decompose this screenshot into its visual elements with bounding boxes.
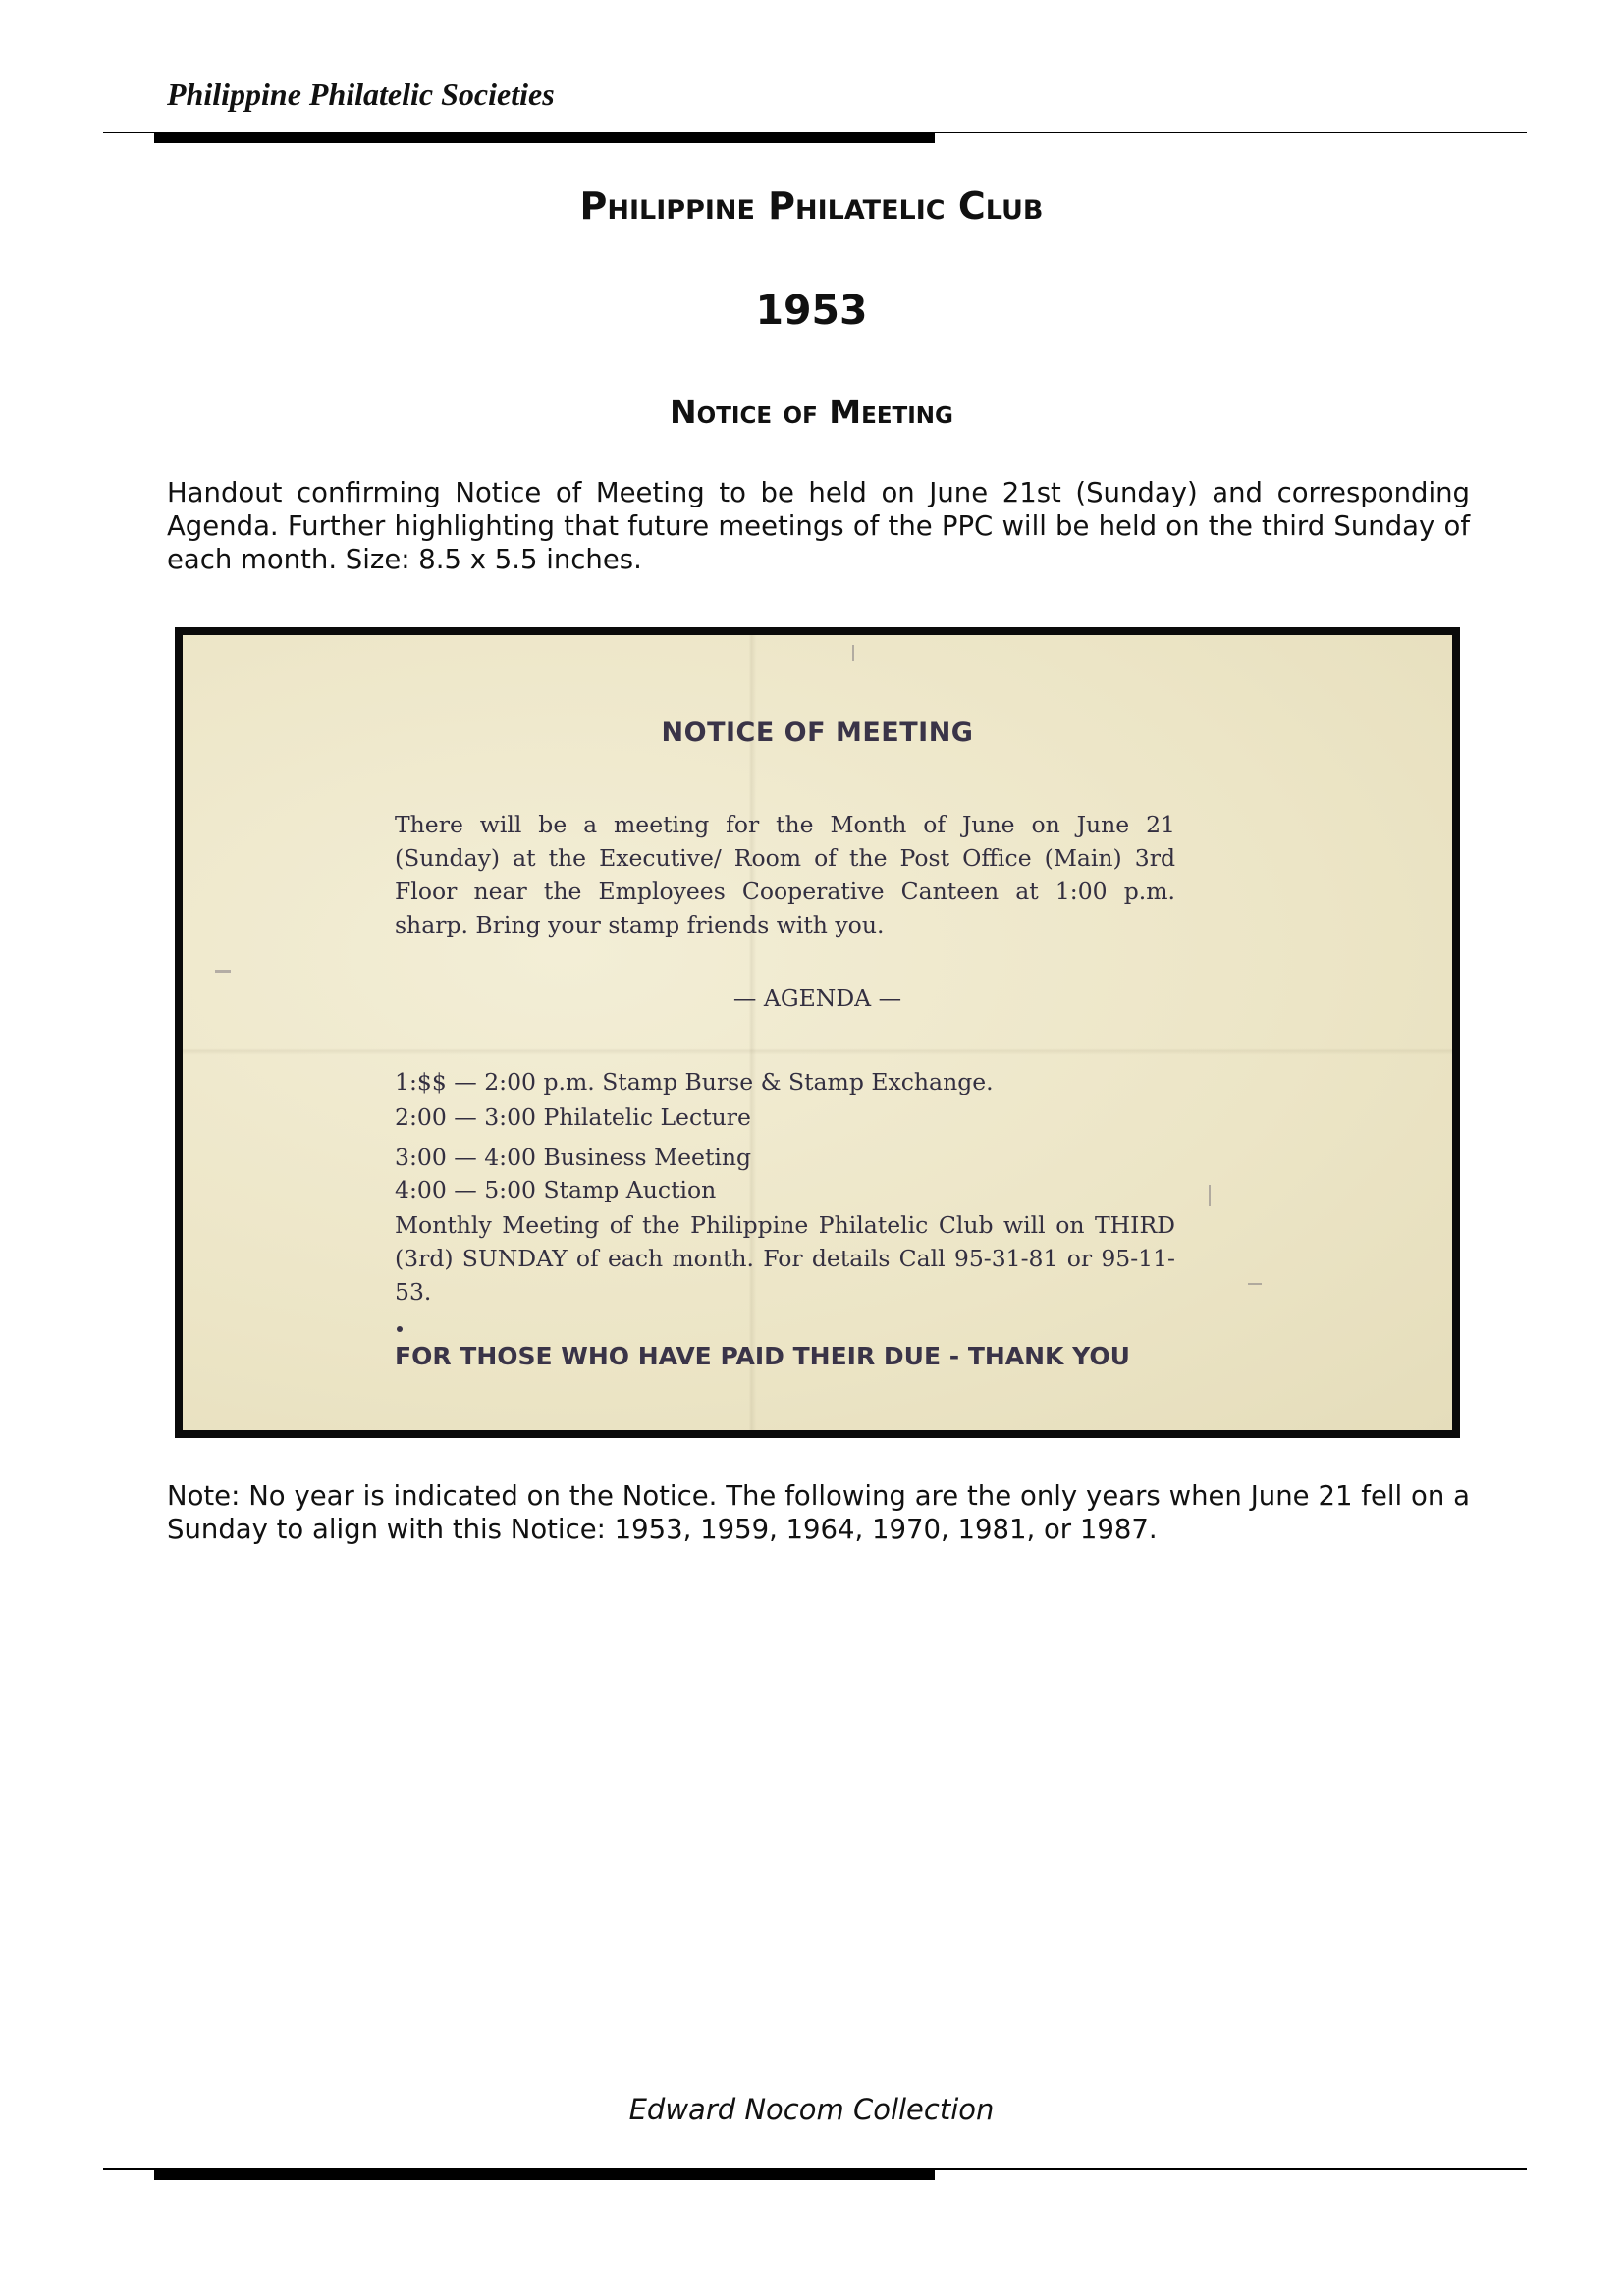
agenda-item: 2:00 — 3:00 Philatelic Lecture: [395, 1103, 751, 1131]
handout-scan: [175, 627, 1460, 1438]
handout-body: There will be a meeting for the Month of June on June 21 (Sunday) at the Executive/ Room of the Post Office (Main) 3rd Floor near the Employees Cooperative Canteen at 1:00 p.m. sharp. Bring your stamp friends with you.: [395, 811, 1175, 938]
bullet-dot: [397, 1326, 403, 1332]
scan-speck: [1209, 1185, 1211, 1206]
handout-title: NOTICE OF MEETING: [661, 718, 974, 748]
description-paragraph: Handout confirming Notice of Meeting to be held on June 21st (Sunday) and corresponding Agenda. Further highlighting that future meetings of the PPC will be held on the third Sunday of each month. Size: 8.5 x 5.5 inches.: [167, 477, 1470, 575]
handout-agenda-heading: — AGENDA —: [732, 985, 902, 1012]
handout-monthly-note: Monthly Meeting of the Philippine Philatelic Club will on THIRD (3rd) SUNDAY of each month. For details Call 95-31-81 or 95-11-53.: [395, 1211, 1175, 1306]
page-title: Philippine Philatelic Club: [579, 185, 1044, 228]
page-year: 1953: [755, 287, 868, 334]
agenda-item: 4:00 — 5:00 Stamp Auction: [395, 1176, 717, 1203]
note-paragraph: Note: No year is indicated on the Notice. The following are the only years when June 21 fell on a Sunday to align with this Notice: 1953, 1959, 1964, 1970, 1981, or 1987.: [167, 1480, 1470, 1545]
scan-speck: [215, 970, 231, 973]
scan-speck: [852, 645, 854, 661]
footer-rule-thick: [154, 2169, 935, 2180]
header-rule-thick: [154, 133, 935, 143]
agenda-item: 1:$$ — 2:00 p.m. Stamp Burse & Stamp Exchange.: [395, 1068, 994, 1095]
footer-credit: Edward Nocom Collection: [628, 2093, 995, 2126]
handout-thanks: FOR THOSE WHO HAVE PAID THEIR DUE - THANK YOU: [395, 1342, 1130, 1370]
agenda-item: 3:00 — 4:00 Business Meeting: [395, 1144, 752, 1171]
page-subtitle: Notice of Meeting: [670, 393, 953, 431]
running-header-title: Philippine Philatelic Societies: [167, 77, 555, 112]
scan-speck: [1248, 1283, 1262, 1285]
